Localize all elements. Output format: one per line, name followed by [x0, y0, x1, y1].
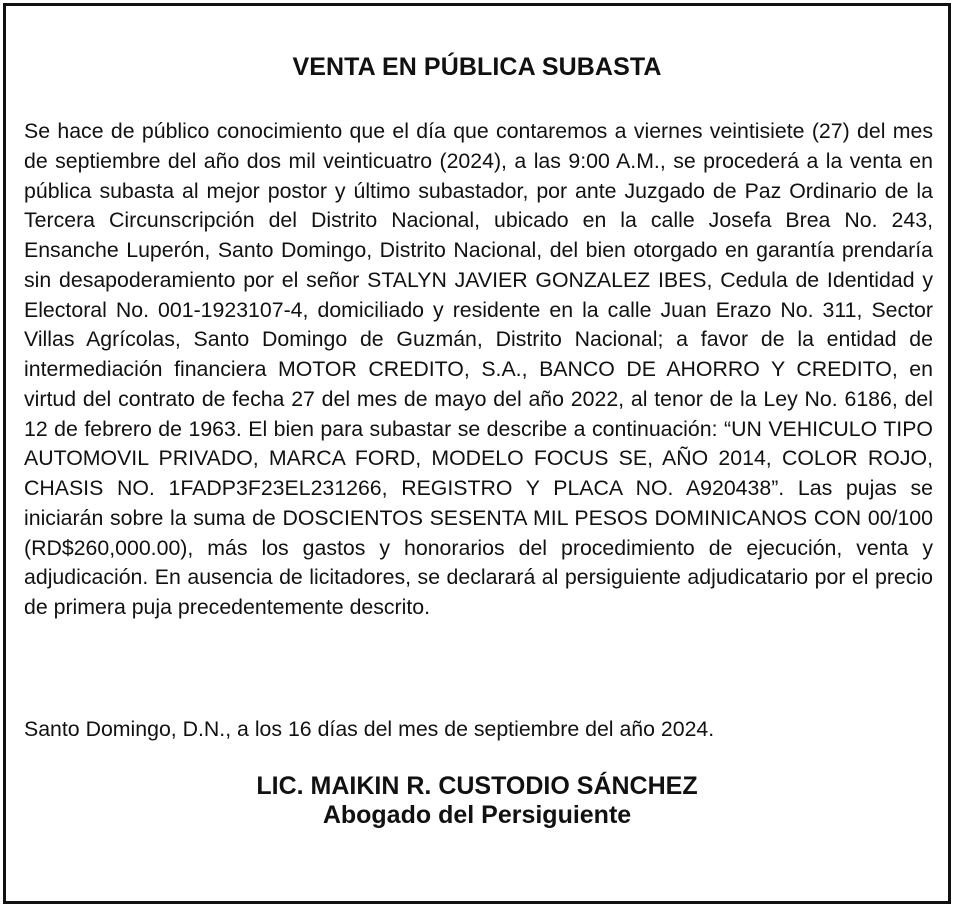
- signature-role: Abogado del Persiguiente: [322, 801, 632, 829]
- notice-body: Se hace de público conocimiento que el día que contaremos a viernes veintisiete (27) del mes de septiembre del año dos mil veinticuatro (2024), a las 9:00 A.M., se procederá a la venta en pública subasta al mejor postor y último subastador, por ante Juzgado de Paz Ordinario de la Tercera Circunscripción del Distrito Nacional, ubicado en la calle Josefa Brea No. 243, Ensanche Luperón, Santo Domingo, Distrito Nacional, del bien otorgado en garantía prendaría sin desapoderamiento por el señor STALYN JAVIER GONZALEZ IBES, Cedula de Identidad y Electoral No. 001-1923107-4, domiciliado y residente en la calle Juan Erazo No. 311, Sector Villas Agrícolas, Santo Domingo de Guzmán, Distrito Nacional; a favor de la entidad de intermediación financiera MOTOR CREDITO, S.A., BANCO DE AHORRO Y CREDITO, en virtud del contrato de fecha 27 del mes de mayo del año 2022, al tenor de la Ley No. 6186, del 12 de febrero de 1963. El bien para subastar se describe a continuación: “UN VEHICULO TIPO AUTOMOVIL PRIVADO, MARCA FORD, MODELO FOCUS SE, AÑO 2014, COLOR ROJO, CHASIS NO. 1FADP3F23EL231266, REGISTRO Y PLACA NO. A920438”. Las pujas se iniciarán sobre la suma de DOSCIENTOS SESENTA MIL PESOS DOMINICANOS CON 00/100 (RD$260,000.00), más los gastos y honorarios del procedimiento de ejecución, venta y adjudicación. En ausencia de licitadores, se declarará al persiguiente adjudicatario por el precio de primera puja precedentemente descrito.: [24, 119, 933, 619]
- notice-frame: [3, 3, 951, 904]
- notice-dateline: Santo Domingo, D.N., a los 16 días del mes de septiembre del año 2024.: [24, 717, 715, 741]
- signature-name: LIC. MAIKIN R. CUSTODIO SÁNCHEZ: [256, 772, 698, 800]
- notice-title: VENTA EN PÚBLICA SUBASTA: [292, 53, 662, 81]
- signature-block: [6, 772, 948, 830]
